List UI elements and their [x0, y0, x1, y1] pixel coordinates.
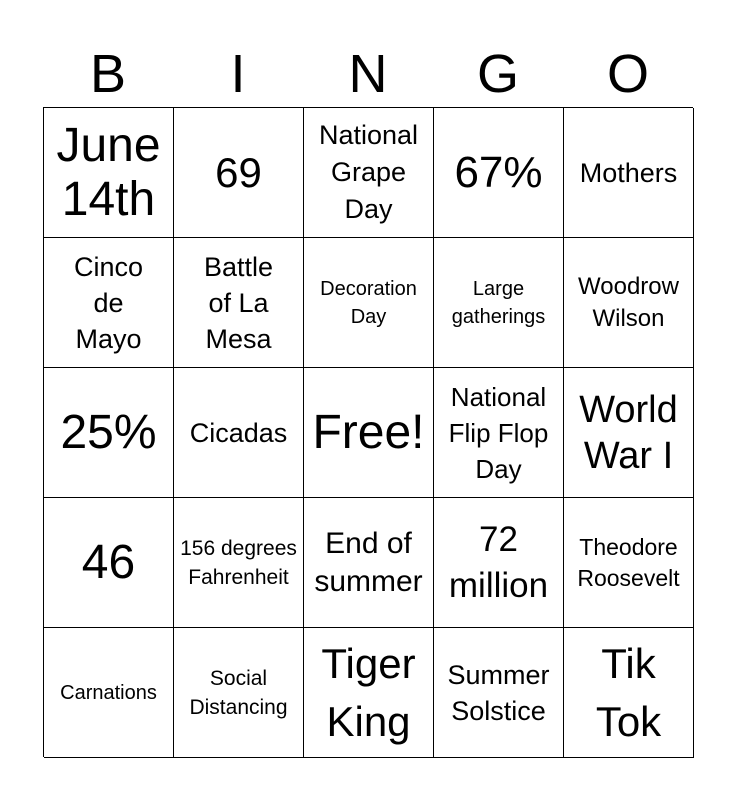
bingo-cell-r3c2[interactable]	[174, 368, 304, 498]
bingo-cell-r4c1[interactable]	[44, 498, 174, 628]
bingo-cell-r3c4[interactable]	[434, 368, 564, 498]
bingo-cell-r4c3[interactable]	[304, 498, 434, 628]
cell-text: Woodrow Wilson	[578, 272, 679, 332]
cell-text: 69	[215, 148, 262, 196]
bingo-cell-r5c1[interactable]	[44, 628, 174, 758]
bingo-cell-r2c5[interactable]	[564, 238, 694, 368]
bingo-header	[43, 40, 693, 108]
bingo-cell-r3c1[interactable]	[44, 368, 174, 498]
cell-text: Mothers	[579, 157, 678, 188]
cell-text: Summer Solstice	[447, 659, 550, 726]
bingo-cell-r2c4[interactable]	[434, 238, 564, 368]
cell-text: Cicadas	[189, 417, 288, 448]
bingo-cell-r1c1[interactable]	[44, 108, 174, 238]
bingo-cell-r1c3[interactable]	[304, 108, 434, 238]
cell-text: Free!	[312, 405, 425, 459]
bingo-cell-r2c3[interactable]	[304, 238, 434, 368]
cell-text: Tik Tok	[595, 639, 662, 745]
bingo-cell-r2c2[interactable]	[174, 238, 304, 368]
cell-text: June 14th	[56, 118, 161, 226]
bingo-cell-r3c5[interactable]	[564, 368, 694, 498]
cell-text: 25%	[60, 405, 157, 459]
header-letter-n: N	[348, 44, 388, 104]
cell-text: Decoration Day	[320, 277, 417, 328]
bingo-cell-r4c5[interactable]	[564, 498, 694, 628]
header-letter-o: O	[606, 44, 649, 104]
cell-text: National Grape Day	[318, 120, 419, 224]
cell-text: Large gatherings	[451, 277, 546, 328]
cell-text: World War I	[579, 388, 678, 477]
cell-text: End of summer	[314, 526, 423, 598]
bingo-cell-r5c2[interactable]	[174, 628, 304, 758]
header-letter-i: I	[230, 44, 246, 104]
cell-text: Tiger King	[321, 639, 416, 745]
cell-text: 67%	[454, 147, 543, 197]
cell-text: Battle of La Mesa	[203, 251, 274, 354]
bingo-cell-r1c2[interactable]	[174, 108, 304, 238]
bingo-card-grid	[43, 107, 693, 757]
bingo-cell-r5c4[interactable]	[434, 628, 564, 758]
bingo-cell-r4c4[interactable]	[434, 498, 564, 628]
bingo-cell-r1c4[interactable]	[434, 108, 564, 238]
cell-text: 46	[81, 535, 136, 589]
bingo-cell-r2c1[interactable]	[44, 238, 174, 368]
header-letter-b: B	[89, 44, 127, 104]
bingo-cell-r4c2[interactable]	[174, 498, 304, 628]
bingo-cell-r5c3[interactable]	[304, 628, 434, 758]
cell-text: Social Distancing	[189, 666, 288, 719]
cell-text: 72 million	[448, 519, 549, 605]
cell-text: Cinco de Mayo	[73, 251, 144, 354]
cell-text: 156 degrees Fahrenheit	[180, 536, 297, 589]
bingo-cell-r3c3[interactable]	[304, 368, 434, 498]
bingo-cell-r5c5[interactable]	[564, 628, 694, 758]
cell-text: Carnations	[60, 681, 157, 704]
header-letter-g: G	[476, 44, 519, 104]
cell-text: Theodore Roosevelt	[577, 533, 680, 591]
bingo-cell-r1c5[interactable]	[564, 108, 694, 238]
cell-text: National Flip Flop Day	[448, 381, 549, 484]
